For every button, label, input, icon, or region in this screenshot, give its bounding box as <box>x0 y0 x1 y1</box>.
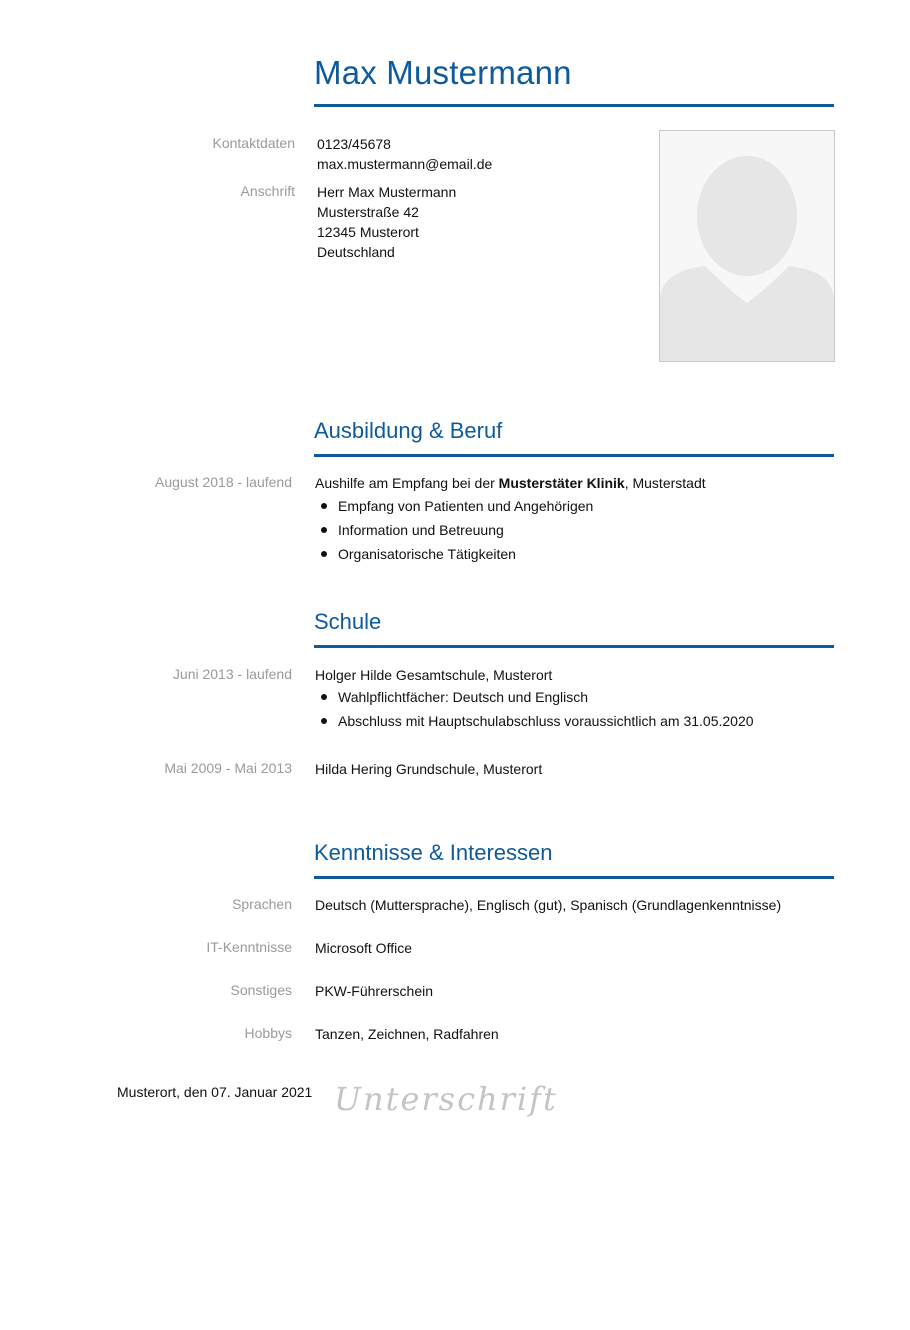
list-item: Organisatorische Tätigkeiten <box>315 542 706 566</box>
person-silhouette-icon <box>660 131 834 361</box>
section-divider <box>314 645 834 648</box>
entry-date: Mai 2009 - Mai 2013 <box>164 760 292 776</box>
address-line: Musterstraße 42 <box>317 204 419 220</box>
job-title <box>315 473 706 493</box>
place-and-date: Musterort, den 07. Januar 2021 <box>117 1084 313 1100</box>
email-address: max.mustermann@email.de <box>317 156 493 172</box>
contact-details <box>317 134 492 174</box>
section-title-school: Schule <box>314 609 382 634</box>
school-entry <box>315 665 754 733</box>
profile-photo-placeholder <box>659 130 835 362</box>
postal-address <box>317 182 456 262</box>
skill-value: Microsoft Office <box>315 940 412 956</box>
address-line: Deutschland <box>317 244 395 260</box>
job-role: Aushilfe am Empfang bei der <box>315 475 499 491</box>
address-label: Anschrift <box>240 183 295 199</box>
skill-value: Deutsch (Muttersprache), Englisch (gut), Spanisch (Grundlagenkenntnisse) <box>315 897 782 913</box>
skill-label: Sprachen <box>232 896 292 912</box>
phone-number: 0123/45678 <box>317 136 391 152</box>
signature: Unterschrift <box>334 1080 558 1118</box>
entry-date: August 2018 - laufend <box>155 474 292 490</box>
skill-value: PKW-Führerschein <box>315 983 434 999</box>
list-item: Empfang von Patienten und Angehörigen <box>315 494 706 518</box>
section-divider <box>314 454 834 457</box>
section-title-skills: Kenntnisse & Interessen <box>314 840 553 865</box>
career-entry <box>315 473 706 566</box>
employer-name: Musterstäter Klinik <box>498 475 625 491</box>
job-duties-list <box>315 494 706 566</box>
entry-date: Juni 2013 - laufend <box>172 666 292 682</box>
section-divider <box>314 876 834 879</box>
address-line: 12345 Musterort <box>317 224 419 240</box>
contact-label: Kontaktdaten <box>212 135 295 151</box>
list-item: Wahlpflichtfächer: Deutsch und Englisch <box>315 685 754 709</box>
school-details-list <box>315 685 754 733</box>
cv-name-heading: Max Mustermann <box>314 54 572 91</box>
list-item: Abschluss mit Hauptschulabschluss voraussichtlich am 31.05.2020 <box>315 709 754 733</box>
skill-label: Sonstiges <box>230 982 292 998</box>
skill-label: IT-Kenntnisse <box>206 939 292 955</box>
address-line: Herr Max Mustermann <box>317 184 457 200</box>
skill-label: Hobbys <box>244 1025 292 1041</box>
header-divider <box>314 104 834 107</box>
school-name: Holger Hilde Gesamtschule, Musterort <box>315 667 553 683</box>
job-location: , Musterstadt <box>624 475 706 491</box>
school-name: Hilda Hering Grundschule, Musterort <box>315 761 543 777</box>
section-title-career: Ausbildung & Beruf <box>314 418 503 443</box>
list-item: Information und Betreuung <box>315 518 706 542</box>
skill-value: Tanzen, Zeichnen, Radfahren <box>315 1026 499 1042</box>
